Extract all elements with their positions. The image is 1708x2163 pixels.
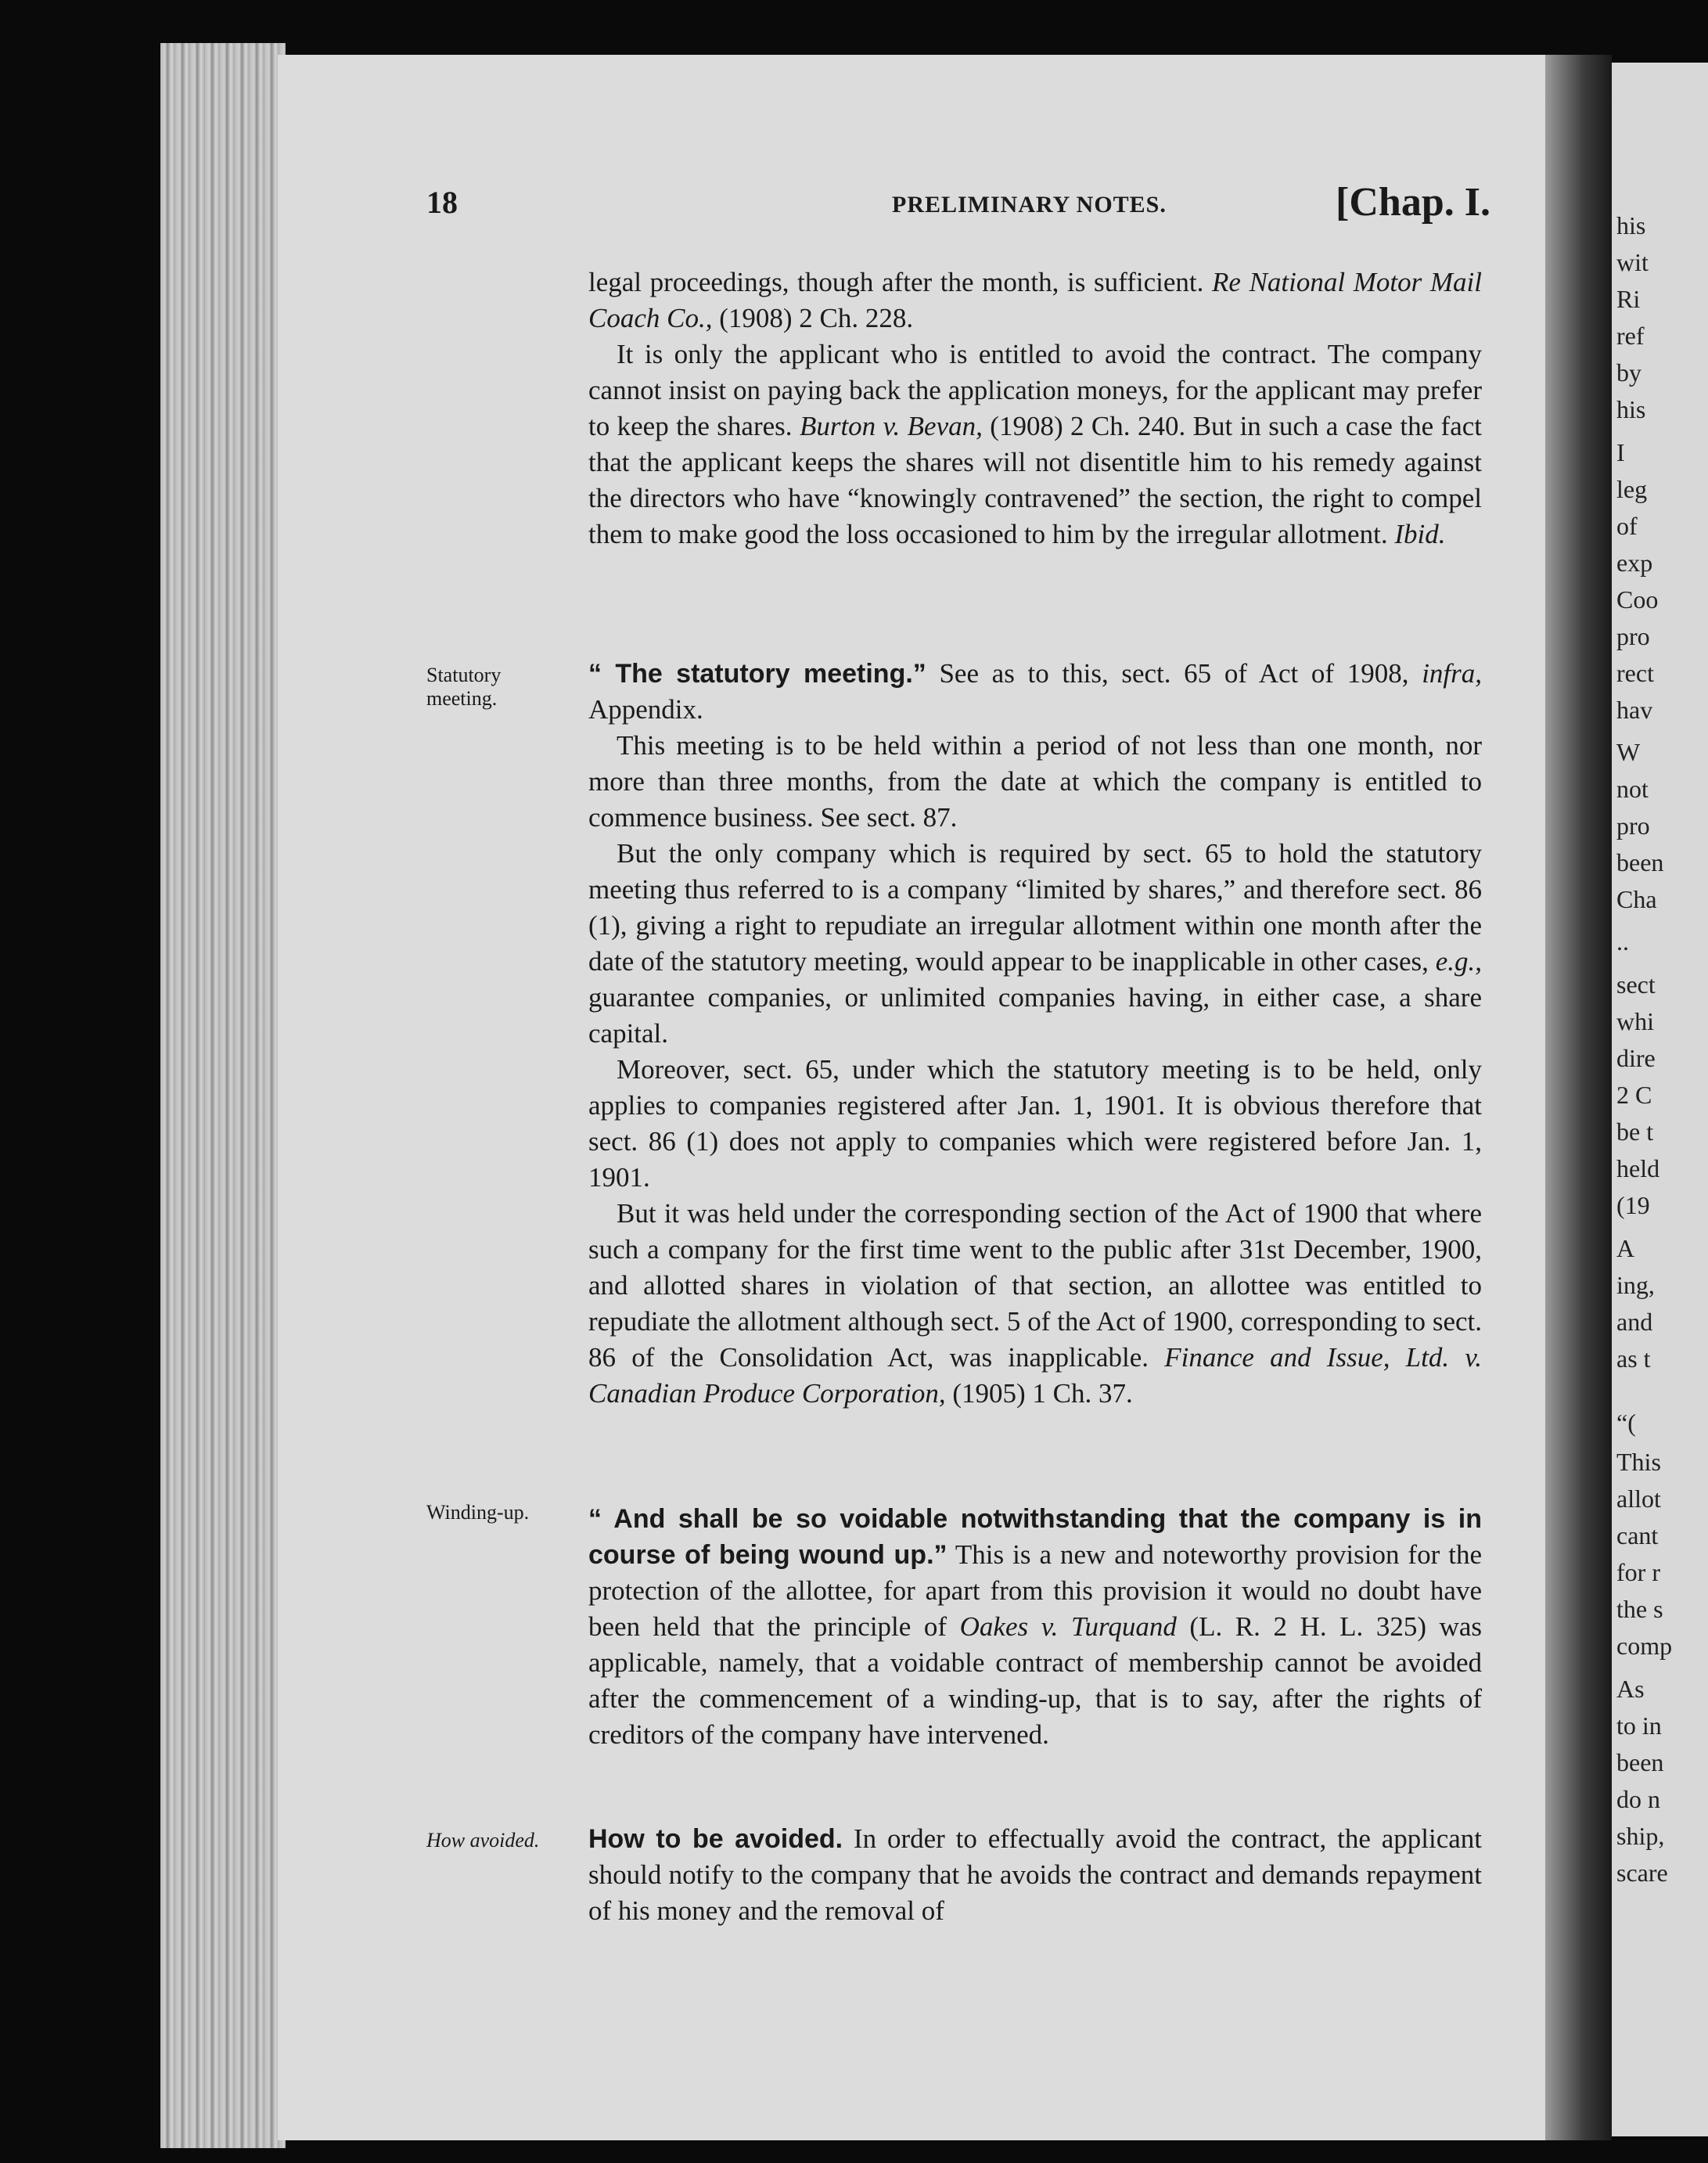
paragraph: But it was held under the corresponding section of the Act of 1900 that where such a company for the first time went to the public after 31st December, 1900, and allotted shares in violation of that section, an allottee was entitled to repudiate the allotment although sect. 5 of the Act of 1900, corresponding to sect. 86 of the Consolidation Act, was inapplicable. Finance and Issue, Ltd. v. Canadian Produce Corporation, (1905) 1 Ch. 37.: [588, 1198, 1483, 1409]
right-page-text-fragment: for r: [1616, 1558, 1660, 1586]
paragraph: How to be avoided. In order to effectually avoid the contract, the applicant should notify to the company that he avoids the contract and demands repayment of his money and the removal of: [588, 1823, 1482, 1926]
right-page-fragment: [1612, 63, 1708, 2136]
paragraph: Moreover, sect. 65, under which the statutory meeting is to be held, only applies to companies registered after Jan. 1, 1901. It is obvious therefore that sect. 86 (1) does not apply to companies which were registered before Jan. 1, 1901.: [588, 1054, 1482, 1193]
right-page-text-fragment: held: [1616, 1154, 1660, 1182]
right-page-text-fragment: leg: [1616, 475, 1648, 503]
right-page-text-fragment: ship,: [1616, 1822, 1665, 1850]
right-page-text-fragment: Coo: [1616, 585, 1659, 614]
right-page-text-fragment: W: [1616, 738, 1641, 766]
running-title: PRELIMINARY NOTES.: [892, 192, 1167, 218]
right-page-text-fragment: As: [1616, 1675, 1645, 1703]
section-winding-up: [588, 1501, 1482, 1753]
right-page-text-fragment: as t: [1616, 1344, 1651, 1373]
right-page-text-fragment: dire: [1616, 1044, 1656, 1072]
right-page-text-fragment: pro: [1616, 622, 1650, 650]
section-heading: “ And shall be so voidable notwithstanding that the company is in course of being wound up.”: [588, 1504, 1482, 1570]
right-page-text-fragment: rect: [1616, 659, 1654, 687]
right-page-text-fragment: A: [1616, 1234, 1635, 1262]
section-continuation: [588, 265, 1482, 552]
book-page-edges: [160, 43, 286, 2148]
right-page-text-fragment: not: [1616, 775, 1649, 803]
right-page-text-fragment: whi: [1616, 1007, 1654, 1035]
right-page-text-fragment: his: [1616, 395, 1646, 423]
paragraph: “ And shall be so voidable notwithstanding that the company is in course of being wound up.” This is a new and noteworthy provision for the protection of the allottee, for apart from this provision it would no doubt have been held that the principle of Oakes v. Turquand (L. R. 2 H. L. 325) was applicable, namely, that a voidable contract of membership cannot be avoided after the commencement of a winding-up, that is to say, after the rights of creditors of the company have intervened.: [588, 1504, 1483, 1750]
right-page-text-fragment: of: [1616, 512, 1638, 540]
right-page-text-fragment: sect: [1616, 970, 1656, 999]
right-page-text-fragment: his: [1616, 211, 1646, 239]
paragraph: This meeting is to be held within a period of not less than one month, nor more than three months, from the date at which the company is entitled to commence business. See sect. 87.: [588, 730, 1482, 833]
sidenote-statutory: Statutory meeting.: [426, 664, 502, 710]
paragraph: legal proceedings, though after the month, is sufficient. Re National Motor Mail Coach Co., (1908) 2 Ch. 228.: [588, 267, 1483, 333]
sidenote-winding-up: Winding-up.: [426, 1501, 530, 1524]
right-page-text-fragment: wit: [1616, 248, 1649, 276]
right-page-text-fragment: ref: [1616, 322, 1645, 350]
sidenote-how-avoided: How avoided.: [426, 1829, 540, 1852]
right-page-text-fragment: be t: [1616, 1117, 1654, 1146]
right-page-text-fragment: ing,: [1616, 1271, 1655, 1299]
section-how-avoided: [588, 1821, 1482, 1929]
paragraph: “ The statutory meeting.” See as to this, sect. 65 of Act of 1908, infra, Appendix.: [588, 658, 1483, 725]
right-page-text-fragment: cant: [1616, 1521, 1659, 1549]
right-page-text-fragment: “(: [1616, 1409, 1636, 1437]
paragraph: But the only company which is required by sect. 65 to hold the statutory meeting thus referred to is a company “limited by shares,” and therefore sect. 86 (1), giving a right to repudiate an irregular allotment within one month after the date of the statutory meeting, would appear to be inapplicable in other cases, e.g., guarantee companies, or unlimited companies having, in either case, a share capital.: [588, 838, 1483, 1049]
right-page-text-fragment: ..: [1616, 927, 1629, 956]
right-page-text-fragment: Cha: [1616, 885, 1657, 913]
right-page-text-fragment: the s: [1616, 1595, 1663, 1623]
page-number: 18: [426, 185, 458, 220]
section-heading: How to be avoided.: [588, 1824, 843, 1854]
right-page-text-fragment: scare: [1616, 1859, 1668, 1887]
chapter-label: [Chap. I.: [1336, 180, 1490, 225]
right-page-text-fragment: Ri: [1616, 285, 1641, 313]
right-page-text-fragment: exp: [1616, 549, 1653, 577]
right-page-text-fragment: do n: [1616, 1785, 1660, 1813]
right-page-text-fragment: This: [1616, 1448, 1661, 1476]
right-page-text-fragment: to in: [1616, 1711, 1662, 1740]
right-page-text-fragment: comp: [1616, 1632, 1673, 1660]
right-page-text-fragment: been: [1616, 848, 1664, 876]
right-page-text-fragment: I: [1616, 438, 1625, 466]
right-page-text-fragment: pro: [1616, 812, 1650, 840]
right-page-text-fragment: by: [1616, 358, 1641, 387]
right-page-text-fragment: and: [1616, 1308, 1653, 1336]
section-statutory-meeting: [588, 656, 1482, 1412]
right-page-text-fragment: 2 C: [1616, 1081, 1652, 1109]
section-heading: “ The statutory meeting.”: [588, 659, 926, 689]
page-header: [426, 180, 1490, 231]
right-page-text-fragment: (19: [1616, 1191, 1650, 1219]
right-page-text-fragment: been: [1616, 1748, 1664, 1776]
paragraph: It is only the applicant who is entitled to avoid the contract. The company cannot insist on paying back the application moneys, for the applicant may prefer to keep the shares. Burton v. Bevan, (1908) 2 Ch. 240. But in such a case the fact that the applicant keeps the shares will not disentitle him to his remedy against the directors who have “knowingly contravened” the section, the right to compel them to make good the loss occasioned to him by the irregular allotment. Ibid.: [588, 339, 1482, 549]
right-page-text-fragment: hav: [1616, 696, 1653, 724]
right-page-text-fragment: allot: [1616, 1485, 1661, 1513]
book-gutter: [1545, 55, 1612, 2140]
